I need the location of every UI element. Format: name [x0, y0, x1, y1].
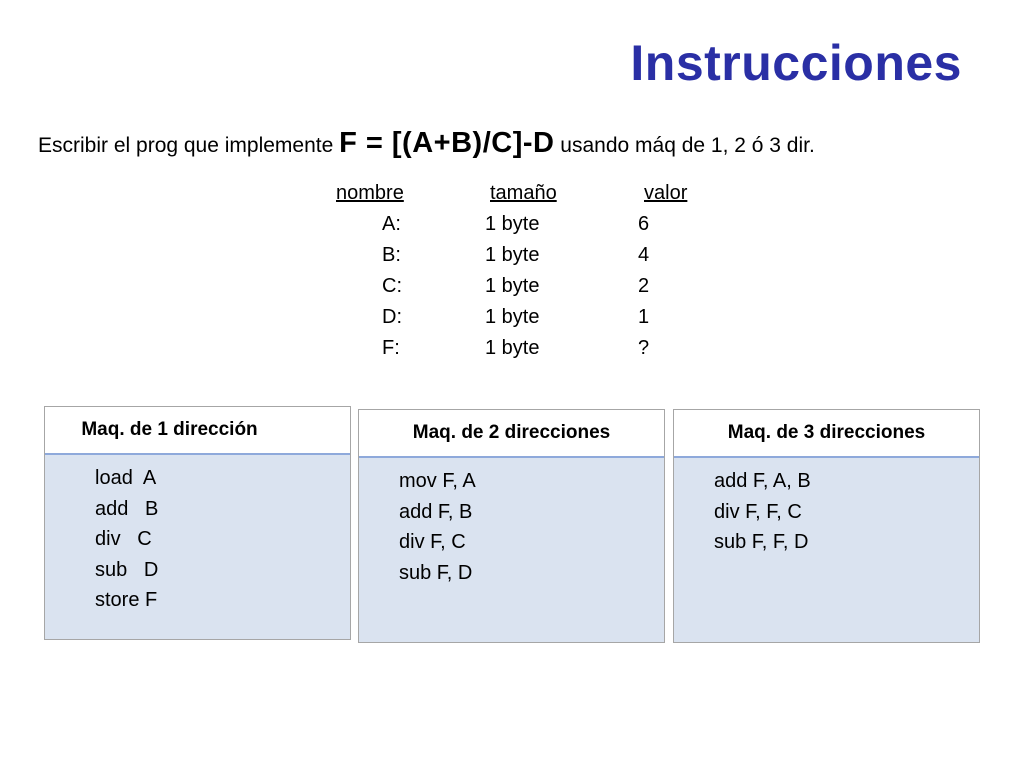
code-line: sub D [95, 558, 159, 581]
variables-table [336, 178, 716, 364]
machine-box-title: Maq. de 1 dirección [45, 407, 350, 455]
variable-value: ? [638, 337, 650, 359]
variable-value: 4 [638, 244, 650, 266]
header-nombre: nombre [336, 182, 404, 204]
slide-subtitle [38, 128, 998, 160]
machine-box-code [674, 458, 979, 558]
header-valor: valor [644, 182, 688, 204]
variable-name: B: [382, 244, 401, 266]
machine-1-address-box [44, 406, 351, 640]
code-line: load A [95, 467, 157, 489]
code-line: div C [95, 528, 152, 550]
code-line: sub F, F, D [714, 531, 809, 553]
variable-name: D: [382, 306, 402, 328]
code-line: div F, C [399, 531, 466, 553]
subtitle-outro: usando máq de 1, 2 ó 3 dir. [554, 134, 815, 157]
machine-box-code [359, 458, 664, 588]
machine-2-address-box [358, 409, 665, 643]
code-line: div F, F, C [714, 500, 802, 523]
machine-3-address-box [673, 409, 980, 643]
variable-name: A: [382, 213, 401, 235]
subtitle-intro: Escribir el prog que implemente [38, 134, 340, 157]
variable-size: 1 byte [485, 275, 540, 297]
variable-row [336, 302, 716, 333]
code-line: sub F, D [399, 561, 473, 584]
code-line: add F, B [399, 500, 473, 523]
variable-row [336, 240, 716, 271]
code-line: add B [95, 497, 159, 520]
variable-value: 6 [638, 213, 650, 235]
formula: F = [(A+B)/C]-D [339, 127, 555, 159]
code-line: mov F, A [399, 470, 476, 492]
variable-name: F: [382, 337, 400, 359]
variable-value: 1 [638, 306, 650, 328]
variable-row [336, 209, 716, 240]
variables-header-row [336, 178, 716, 209]
variable-size: 1 byte [485, 244, 540, 266]
machine-box-title: Maq. de 2 direcciones [359, 410, 664, 458]
code-line: add F, A, B [714, 470, 811, 492]
machine-box-code [45, 455, 350, 616]
variable-size: 1 byte [485, 213, 540, 235]
slide-title: Instrucciones [630, 35, 962, 91]
variable-row [336, 333, 716, 364]
variable-value: 2 [638, 275, 650, 297]
code-line: store F [95, 589, 158, 611]
variable-size: 1 byte [485, 306, 540, 328]
header-tamano: tamaño [490, 182, 557, 204]
machine-box-title: Maq. de 3 direcciones [674, 410, 979, 458]
variable-name: C: [382, 275, 402, 297]
variable-size: 1 byte [485, 337, 540, 359]
variable-row [336, 271, 716, 302]
